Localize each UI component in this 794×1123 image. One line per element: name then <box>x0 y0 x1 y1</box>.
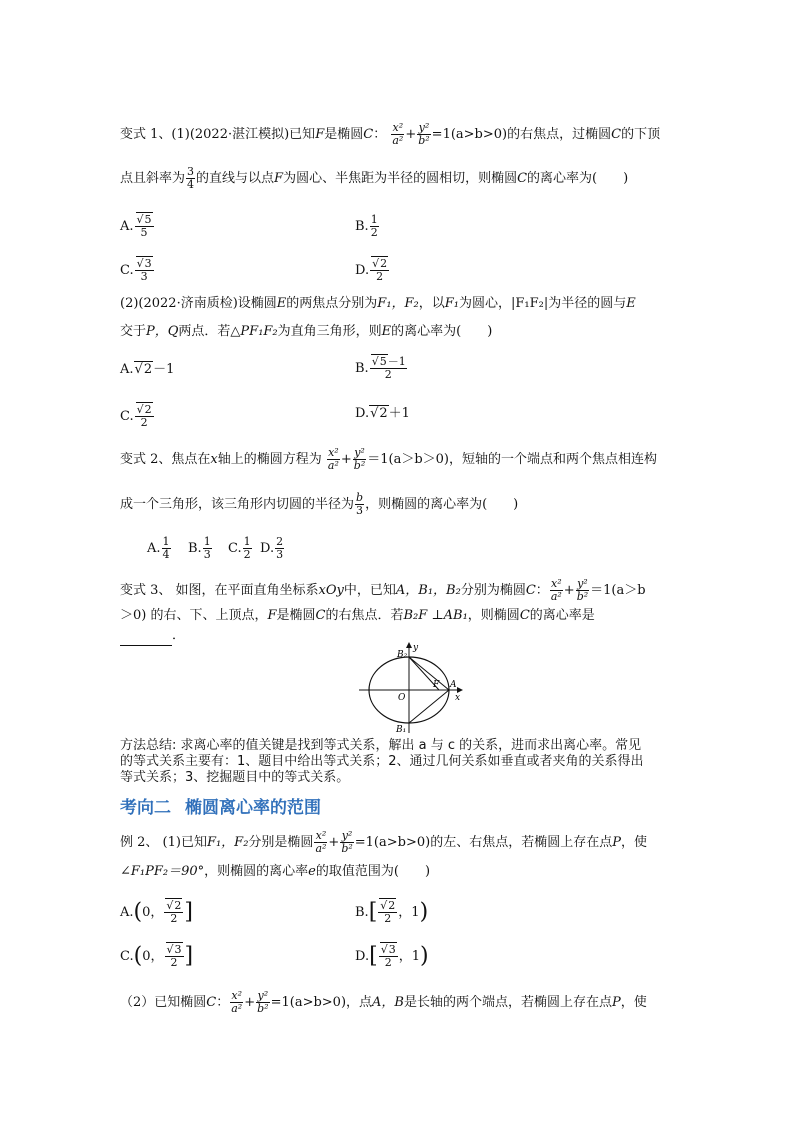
v1-option-c[interactable]: C. √ $\frac{3}{3}$ <box>120 258 155 283</box>
v3-line-1: 变式 3、 如图，在平面直角坐标系xOy中，已知A，B₁，B₂分别为椭圆C： $\frac{\text{x²}}{\text{a²}}$ + $\frac{\text{y²}}{\text{b²}}$ ＝1(a＞b <box>120 577 646 603</box>
v1b-line-1: (2)(2022·济南质检)设椭圆E的两焦点分别为F₁，F₂，以F₁为圆心，|F₁F₂|为半径的圆与E <box>120 296 636 311</box>
v2-option-d[interactable]: D. $\frac{2}{3}$ <box>260 535 284 561</box>
ex2-option-b[interactable]: B.[ √ $\frac{2}{2}$ ，1) <box>355 900 428 925</box>
v1b-option-a[interactable]: A.√ 2－1 <box>120 360 174 380</box>
ex2-line-2: ∠F₁PF₂＝90°，则椭圆的离心率e的取值范围为( ) <box>120 864 431 879</box>
v2-line-1: 变式 2、焦点在x轴上的椭圆方程为 $\frac{\text{x²}}{\text{a²}}$ + $\frac{\text{y²}}{\text{b²}}$ ＝1(a＞b＞0)，短轴的一个端点和两个焦点相连构 <box>120 446 657 472</box>
v1-option-a[interactable]: A. √ $\frac{5}{5}$ <box>120 214 155 239</box>
inradius-fraction: $\frac{b}{3}$ <box>356 491 364 517</box>
label-y: y <box>413 643 419 653</box>
ex2-line-1: 例 2、 (1)已知F₁，F₂分别是椭圆 $\frac{\text{x²}}{\text{a²}}$ + $\frac{\text{y²}}{\text{b²}}$ =1(a>b>0)的左、右焦点，若椭圆上存在点P，使 <box>120 829 647 855</box>
label-f: F <box>433 680 440 690</box>
v2-line-2: 成一个三角形，该三角形内切圆的半径为 $\frac{b}{3}$ ，则椭圆的离心率为( ) <box>120 491 519 517</box>
v1b-option-d[interactable]: D.√ 2＋1 <box>355 404 410 424</box>
label-x: x <box>455 693 461 703</box>
ellipse-x-term: $\frac{\text{x²}}{\text{a²}}$ <box>392 121 404 147</box>
ellipse-y-term: $\frac{\text{y²}}{\text{b²}}$ <box>418 121 430 147</box>
v1-option-d[interactable]: D. √ $\frac{2}{2}$ <box>355 258 390 283</box>
y-axis-arrow <box>406 642 412 648</box>
v2-option-a[interactable]: A. $\frac{1}{4}$ <box>147 535 170 561</box>
label-b1: B₁ <box>396 725 407 735</box>
ellipse-figure <box>355 640 470 735</box>
v3-line-2: ＞0) 的右、下、上顶点，F是椭圆C的右焦点．若B₂F ⊥AB₁，则椭圆C的离心率是 <box>120 608 595 623</box>
ex2-option-a[interactable]: A.(0， √ $\frac{2}{2}$ ] <box>120 900 193 925</box>
v3-line-3: ． <box>120 626 185 646</box>
ex2-q2-line: （2）已知椭圆C： $\frac{\text{x²}}{\text{a²}}$ + $\frac{\text{y²}}{\text{b²}}$ =1(a>b>0)，点A，B是长轴的两个端点，若椭圆上存在点P，使 <box>120 989 647 1015</box>
v1-option-b[interactable]: B. $\frac{1}{2}$ <box>355 213 378 239</box>
answer-blank[interactable] <box>120 645 172 646</box>
slope-fraction: $\frac{3}{4}$ <box>187 165 195 191</box>
label-o: O <box>398 693 406 703</box>
label-a: A <box>450 680 457 690</box>
v2-option-c[interactable]: C. $\frac{1}{2}$ <box>228 535 251 561</box>
v1-line-1: 变式 1、(1)(2022·湛江模拟)已知F是椭圆C： $\frac{\text{x²}}{\text{a²}}$ + $\frac{\text{y²}}{\text{b²}}$ =1(a>b>0)的右焦点，过椭圆C的下顶 <box>120 121 661 147</box>
method-summary: 方法总结: 求离心率的值关键是找到等式关系，解出 a 与 c 的关系，进而求出离心率。常见 的等式关系主要有：1、题目中给出等式关系；2、通过几何关系如垂直或者夹角的关系得出 等式关系；3、挖掘题目中的等式关系。 <box>120 738 644 785</box>
section-heading: 考向二 椭圆离心率的范围 <box>120 798 321 818</box>
v1b-option-b[interactable]: B. √ $\frac{5-1}{2}$ <box>355 356 408 381</box>
v1-line-2: 点且斜率为 $\frac{3}{4}$ 的直线与以点F为圆心、半焦距为半径的圆相切，则椭圆C的离心率为( ) <box>120 165 629 191</box>
v2-option-b[interactable]: B. $\frac{1}{3}$ <box>188 535 211 561</box>
v1b-line-2: 交于P，Q两点．若△PF₁F₂为直角三角形，则E的离心率为( ) <box>120 324 493 339</box>
label-b2: B₂ <box>397 650 408 660</box>
v1b-option-c[interactable]: C. √ $\frac{2}{2}$ <box>120 404 155 429</box>
ex2-option-c[interactable]: C.(0， √ $\frac{3}{2}$ ] <box>120 944 193 969</box>
ex2-option-d[interactable]: D.[ √ $\frac{3}{2}$ ，1) <box>355 944 429 969</box>
